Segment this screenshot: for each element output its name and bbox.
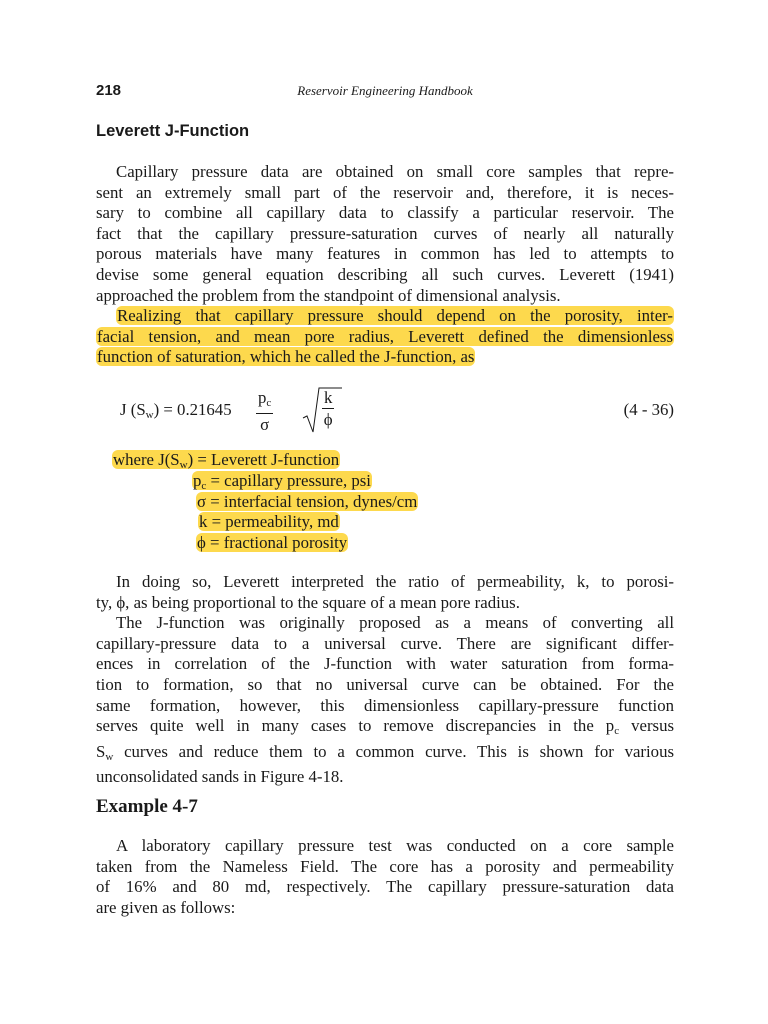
text-line: serves quite well in many cases to remove discrepancies in the $p_c$ versus [96, 716, 674, 738]
text-line [96, 327, 674, 348]
fraction-pc-sigma: $\frac{p_c}{\sigma}$ [258, 388, 272, 434]
paragraph-intro [96, 162, 674, 306]
definition-j: where $J(S_w)$ = Leverett J-function [113, 450, 340, 471]
text-line: capillary-pressure data to a universal curve. There are significant differ- [96, 633, 674, 653]
text-line: are given as follows: [96, 897, 236, 917]
highlight: Realizing that capillary pressure should depend on the porosity, inter- [117, 306, 673, 325]
text-line: Capillary pressure data are obtained on small core samples that repre- [116, 162, 674, 181]
text-line: of 16% and 80 md, respectively. The capillary pressure-saturation data [96, 877, 674, 897]
equation-lhs: J $(S_w) = 0.21645$ [120, 400, 232, 421]
text-line [96, 347, 674, 368]
page-header [96, 82, 674, 102]
text-line: $S_w$ curves and reduce them to a common curve. This is shown for various [96, 741, 674, 763]
text-line: taken from the Nameless Field. The core has a porosity and permeability [96, 856, 674, 876]
example-title: Example 4-7 [96, 796, 198, 817]
text-line: sary to combine all capillary data to classify a particular reservoir. The [96, 203, 674, 223]
paragraph-interpretation [96, 572, 674, 788]
running-title: Reservoir Engineering Handbook [297, 83, 473, 98]
text-line: approached the problem from the standpoint of dimensional analysis. [96, 285, 561, 305]
text-line: porous materials have many features in common has led to attempts to [96, 244, 674, 264]
text-line: ences in correlation of the J-function with water saturation from forma- [96, 654, 674, 674]
text-line: The J-function was originally proposed as a means of converting all [116, 613, 674, 633]
paragraph-highlighted [96, 306, 674, 368]
text-line: In doing so, Leverett interpreted the ratio of permeability, k, to porosi- [116, 572, 674, 591]
text-line: tion to formation, so that no universal curve can be obtained. For the [96, 674, 674, 694]
text-line: ty, ϕ, as being proportional to the square of a mean pore radius. [96, 592, 520, 612]
paragraph-example [96, 836, 674, 918]
text-line: sent an extremely small part of the reservoir and, therefore, it is neces- [96, 182, 674, 202]
text-line: devise some general equation describing all such curves. Leverett (1941) [96, 264, 674, 284]
highlight: function of saturation, which he called the J-function, as [97, 347, 475, 367]
definition-phi: ϕ = fractional porosity [197, 533, 348, 553]
text-line: unconsolidated sands in Figure 4-18. [96, 767, 344, 787]
definition-pc: $p_c$ = capillary pressure, psi [193, 470, 371, 492]
text-line: same formation, however, this dimensionless capillary-pressure function [96, 695, 674, 715]
highlight: facial tension, and mean pore radius, Leverett defined the dimensionless [97, 326, 673, 346]
text-line: fact that the capillary pressure-saturation curves of nearly all naturally [96, 223, 674, 243]
equation-number: (4 - 36) [623, 400, 674, 419]
section-title: Leverett J-Function [96, 122, 250, 140]
definition-sigma: σ = interfacial tension, dynes/cm [197, 491, 418, 511]
page-number: 218 [96, 82, 122, 99]
equation-4-36: J $(S_w) = 0.21645$ $\frac{p_c}{\sigma}$ $\frac{k}{\phi}$ (4 - 36) [120, 388, 674, 434]
text-line: A laboratory capillary pressure test was conducted on a core sample [116, 836, 674, 855]
definition-k: k = permeability, md [199, 512, 339, 532]
text-line [96, 306, 674, 327]
